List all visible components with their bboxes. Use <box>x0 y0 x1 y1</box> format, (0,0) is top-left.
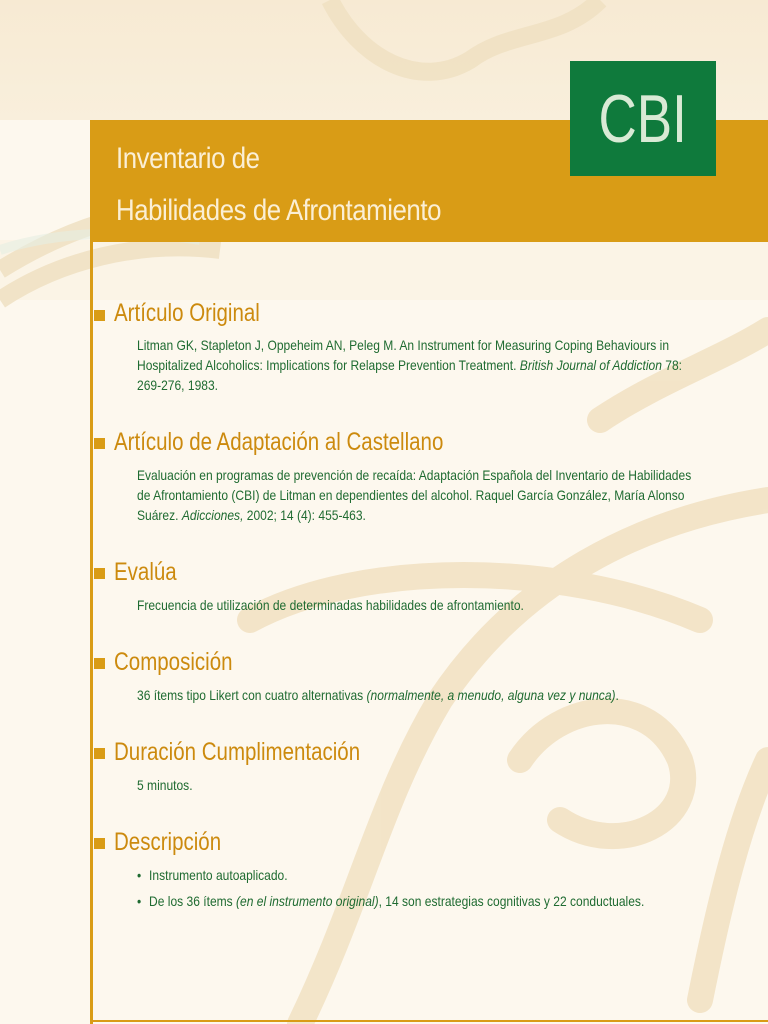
cbi-badge <box>570 61 716 176</box>
section-marker <box>94 310 105 321</box>
duracion-text: 5 minutos. <box>137 777 193 793</box>
original-journal: British Journal of Addiction <box>519 357 662 373</box>
section-body-composicion <box>137 685 705 705</box>
page-title <box>116 133 441 237</box>
descripcion-bullet-2-plain: De los 36 ítems <box>149 893 233 909</box>
evalua-text: Frecuencia de utilización de determinadas habilidades de afrontamiento. <box>137 597 524 613</box>
adaptacion-volume: 2002; 14 (4): 455-463. <box>246 507 366 523</box>
section-body-duracion <box>137 775 705 795</box>
adaptacion-journal: Adicciones, <box>181 507 244 523</box>
left-accent-rule <box>90 120 93 1024</box>
adaptacion-citation: Evaluación en programas de prevención de recaída: Adaptación Española del Inventario de Habilidades de Afrontamiento (CBI) de Litman en dependientes del alcohol. Raquel García González, María Alonso Suárez. <box>137 467 692 523</box>
section-marker <box>94 748 105 759</box>
original-volume: 78: 269-276, 1983. <box>137 357 682 393</box>
section-heading-adaptacion: Artículo de Adaptación al Castellano <box>114 428 444 456</box>
section-body-descripcion <box>137 865 705 917</box>
descripcion-bullet-2-italic: (en el instrumento original) <box>236 893 379 909</box>
section-marker <box>94 438 105 449</box>
page-title-line1: Inventario de <box>116 142 260 175</box>
descripcion-bullet-2-tail: , 14 son estrategias cognitivas y 22 conductuales. <box>378 893 645 909</box>
original-citation: Litman GK, Stapleton J, Oppeheim AN, Peleg M. An Instrument for Measuring Coping Behaviours in Hospitalized Alcoholics: Implications for Relapse Prevention Treatment. <box>137 337 670 373</box>
section-heading-descripcion: Descripción <box>114 828 222 856</box>
composicion-text: 36 ítems tipo Likert con cuatro alternativas <box>137 687 364 703</box>
section-marker <box>94 838 105 849</box>
section-heading-composicion: Composición <box>114 648 233 676</box>
composicion-alternatives: (normalmente, a menudo, alguna vez y nunca) <box>366 687 616 703</box>
section-heading-duracion: Duración Cumplimentación <box>114 738 361 766</box>
section-body-evalua <box>137 595 705 615</box>
descripcion-list <box>137 865 705 911</box>
composicion-tail: . <box>615 687 619 703</box>
section-marker <box>94 568 105 579</box>
page-title-line2: Habilidades de Afrontamiento <box>116 194 442 227</box>
cbi-badge-label: CBI <box>598 80 688 157</box>
section-body-adaptacion <box>137 465 705 525</box>
bottom-accent-rule <box>90 1020 768 1022</box>
section-heading-evalua: Evalúa <box>114 558 177 586</box>
section-marker <box>94 658 105 669</box>
list-item <box>137 865 705 885</box>
descripcion-bullet-1: Instrumento autoaplicado. <box>149 867 288 883</box>
section-heading-original: Artículo Original <box>114 299 260 327</box>
section-body-original <box>137 335 705 395</box>
list-item <box>137 891 705 911</box>
